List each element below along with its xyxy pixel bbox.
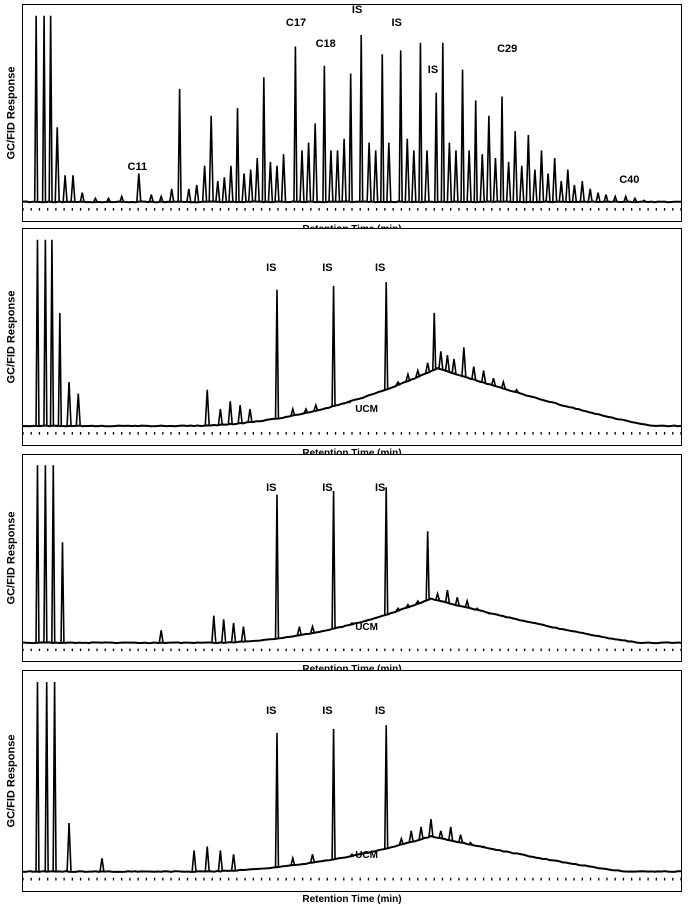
trace-peaks-1 [36, 240, 518, 426]
y-axis-label [2, 4, 20, 222]
chromatogram-trace [23, 229, 681, 445]
y-axis-label-text: GC/FID Response [5, 290, 17, 384]
y-axis-label-text: GC/FID Response [5, 511, 17, 605]
chart-panel-2 [0, 228, 690, 446]
peak-annotation-ucm-3: UCM [355, 404, 378, 416]
peak-annotation-is-1: IS [322, 482, 333, 495]
peak-annotation-c17-1: C17 [285, 17, 307, 30]
peak-annotation-c18-2: C18 [315, 38, 336, 51]
peak-annotation-is-0: IS [266, 705, 277, 718]
chromatogram-trace [23, 5, 681, 221]
y-axis-label [2, 454, 20, 662]
peak-annotation-is-0: IS [266, 262, 277, 275]
x-axis-ticks [23, 649, 681, 651]
peak-annotation-c29-6: C29 [497, 42, 518, 55]
chart-panel-3 [0, 454, 690, 662]
trace-peaks-1 [35, 16, 646, 202]
y-axis-label [2, 228, 20, 446]
peak-annotation-c11-0: C11 [127, 161, 148, 174]
plot-area [22, 670, 682, 892]
peak-annotation-is-2: IS [375, 262, 386, 275]
peak-annotation-is-2: IS [375, 705, 386, 718]
peak-annotation-ucm-3: UCM [355, 849, 378, 861]
plot-area [22, 454, 682, 662]
peak-annotation-is-0: IS [266, 482, 277, 495]
peak-annotation-is-1: IS [322, 705, 333, 718]
x-axis-ticks [23, 432, 681, 435]
trace-peaks-1 [36, 465, 492, 643]
y-axis-label-text: GC/FID Response [5, 66, 17, 160]
plot-area [22, 4, 682, 222]
peak-annotation-is-3: IS [351, 4, 363, 16]
y-axis-label-text: GC/FID Response [5, 734, 17, 828]
chart-panel-1 [0, 4, 690, 222]
chromatogram-trace [23, 455, 681, 661]
peak-annotation-is-2: IS [375, 482, 386, 495]
chart-panel-4 [0, 670, 690, 905]
peak-annotation-is-1: IS [322, 262, 333, 275]
peak-annotation-is-5: IS [427, 63, 439, 76]
y-axis-label [2, 670, 20, 892]
x-axis-ticks [23, 208, 681, 211]
trace-baseline-1 [23, 368, 681, 426]
x-axis-ticks [23, 878, 681, 881]
plot-area [22, 228, 682, 446]
x-axis-label: Retention Time (min) [302, 894, 402, 905]
peak-annotation-is-4: IS [391, 17, 402, 30]
peak-annotation-ucm-3: UCM [355, 621, 378, 633]
trace-baseline-1 [23, 599, 681, 644]
chromatogram-trace [23, 671, 681, 891]
peak-annotation-c40-7: C40 [619, 174, 640, 187]
trace-peaks-1 [36, 682, 486, 872]
